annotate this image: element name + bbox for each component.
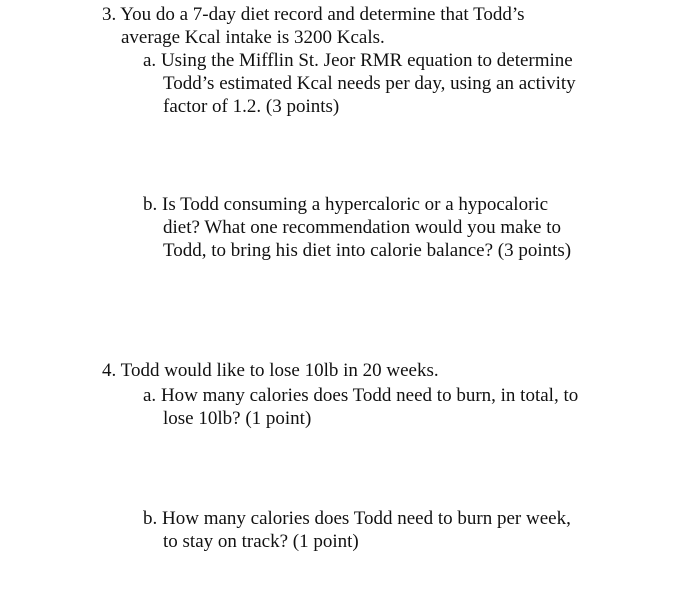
question-3b-line-3: Todd, to bring his diet into calorie balance? (3 points): [163, 240, 572, 261]
question-3-line-2: average Kcal intake is 3200 Kcals.: [121, 27, 385, 48]
question-4-line-1: [102, 359, 439, 382]
question-3b-line-1: [143, 193, 571, 216]
question-4a-line-2: lose 10lb? (1 point): [163, 408, 312, 429]
question-4-number: 4.: [102, 360, 117, 381]
question-4b-line-2: to stay on track? (1 point): [163, 531, 359, 552]
question-3b-line-2: diet? What one recommendation would you make to: [163, 217, 562, 238]
question-3a-text-1: Using the Mifflin St. Jeor RMR equation to determine: [160, 50, 573, 71]
question-3a-line-2: Todd’s estimated Kcal needs per day, using an activity: [163, 73, 576, 94]
question-4b-label: b.: [143, 508, 158, 529]
question-3a-line-1: [143, 49, 576, 72]
question-3-line-1: [102, 3, 525, 26]
question-3b-label: b.: [143, 194, 158, 215]
question-3-number: 3.: [102, 4, 117, 25]
question-4-text-1: Todd would like to lose 10lb in 20 weeks.: [120, 360, 439, 381]
question-3-text-1: You do a 7-day diet record and determine that Todd’s: [120, 4, 525, 25]
question-3b-text-1: Is Todd consuming a hypercaloric or a hypocaloric: [162, 194, 549, 215]
question-4a: [143, 384, 578, 430]
question-3: [102, 3, 525, 49]
question-4a-line-1: [143, 384, 578, 407]
question-4b: [143, 507, 571, 553]
question-4a-label: a.: [143, 385, 157, 406]
question-3a-line-3: factor of 1.2. (3 points): [163, 96, 340, 117]
question-4: [102, 359, 439, 382]
question-3b: [143, 193, 571, 262]
question-4b-text-1: How many calories does Todd need to burn per week,: [162, 508, 571, 529]
question-3a: [143, 49, 576, 118]
question-3a-label: a.: [143, 50, 157, 71]
question-4a-text-1: How many calories does Todd need to burn, in total, to: [160, 385, 579, 406]
question-4b-line-1: [143, 507, 571, 530]
